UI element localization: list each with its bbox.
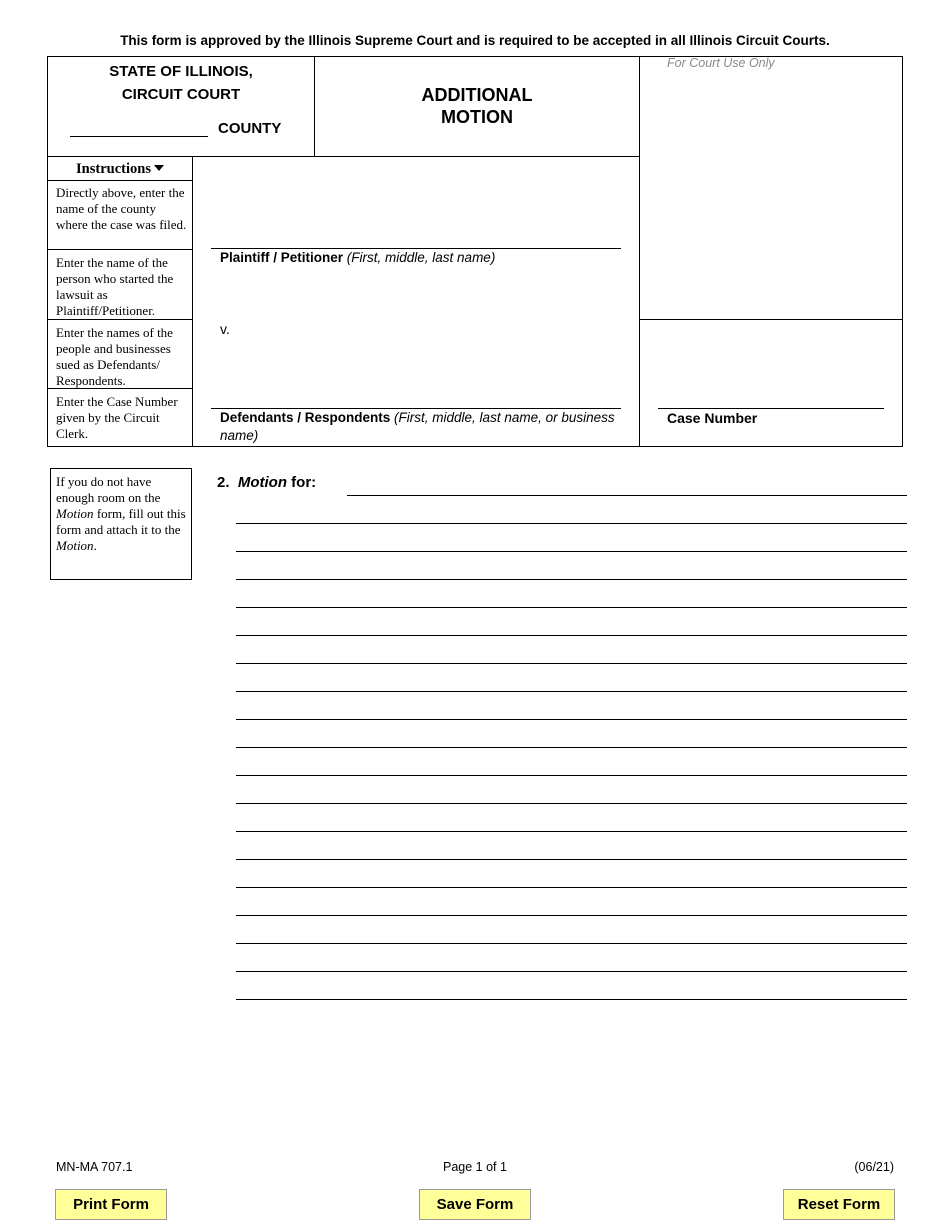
circuit-court-line: CIRCUIT COURT xyxy=(121,86,241,103)
note-text xyxy=(56,474,188,554)
motion-text-field[interactable] xyxy=(236,833,907,860)
header-bottom-rule xyxy=(47,156,640,157)
instructions-header-rule xyxy=(47,180,193,181)
county-label: COUNTY xyxy=(218,120,282,137)
defendant-label-bold: Defendants / Respondents xyxy=(220,410,391,425)
motion-number: 2. xyxy=(217,474,230,491)
form-title xyxy=(315,84,639,128)
page-number: Page 1 of 1 xyxy=(443,1160,507,1174)
motion-text-field[interactable] xyxy=(236,609,907,636)
frame-right-border xyxy=(902,56,903,447)
motion-text-field[interactable] xyxy=(236,553,907,580)
instruction-defendants: Enter the names of the people and businesses sued as Defendants/ Respondents. xyxy=(56,325,173,388)
motion-text-field[interactable] xyxy=(236,805,907,832)
reset-form-button[interactable]: Reset Form xyxy=(783,1189,895,1220)
court-use-label: For Court Use Only xyxy=(667,56,775,70)
county-field[interactable] xyxy=(70,119,208,137)
revision-date: (06/21) xyxy=(854,1160,894,1174)
plaintiff-name-field[interactable] xyxy=(211,221,621,249)
plaintiff-label-hint: (First, middle, last name) xyxy=(346,250,496,265)
plaintiff-label xyxy=(220,250,495,265)
motion-text-field[interactable] xyxy=(236,665,907,692)
note-text-part: form, fill out this form and attach it to the xyxy=(56,506,186,537)
form-title-line1: ADDITIONAL xyxy=(421,85,533,105)
note-text-italic: Motion xyxy=(56,538,94,553)
instruction-plaintiff: Enter the name of the person who started the lawsuit as Plaintiff/Petitioner. xyxy=(56,255,174,318)
note-text-italic: Motion xyxy=(56,506,94,521)
save-form-button[interactable]: Save Form xyxy=(419,1189,531,1220)
motion-text-field[interactable] xyxy=(236,861,907,888)
motion-text-field[interactable] xyxy=(236,917,907,944)
motion-text-field[interactable] xyxy=(236,637,907,664)
motion-text-field[interactable] xyxy=(236,693,907,720)
print-form-button[interactable]: Print Form xyxy=(55,1189,167,1220)
instructions-header-label: Instructions xyxy=(76,161,151,177)
motion-text-field[interactable] xyxy=(236,497,907,524)
motion-label xyxy=(217,474,316,491)
motion-text-field[interactable] xyxy=(236,721,907,748)
instruction-case-number: Enter the Case Number given by the Circuit Clerk. xyxy=(56,394,178,441)
motion-text-field[interactable] xyxy=(236,973,907,1000)
motion-text-field[interactable] xyxy=(236,945,907,972)
motion-text-field[interactable] xyxy=(347,476,907,496)
motion-text-field[interactable] xyxy=(236,889,907,916)
motion-label-italic: Motion xyxy=(237,474,288,491)
form-code: MN-MA 707.1 xyxy=(56,1160,133,1174)
court-column-divider xyxy=(639,56,640,447)
chevron-down-icon xyxy=(154,165,164,171)
court-use-bottom-rule xyxy=(639,319,903,320)
motion-text-field[interactable] xyxy=(236,525,907,552)
defendant-name-field[interactable] xyxy=(211,381,621,409)
instruction-county: Directly above, enter the name of the county where the case was filed. xyxy=(56,185,187,232)
frame-bottom-border xyxy=(47,446,903,447)
instructions-rule xyxy=(47,249,193,250)
plaintiff-label-bold: Plaintiff / Petitioner xyxy=(220,250,344,265)
motion-text-field[interactable] xyxy=(236,581,907,608)
instructions-divider xyxy=(192,156,193,447)
form-title-line2: MOTION xyxy=(441,107,513,127)
versus-label: v. xyxy=(220,321,230,337)
note-text-part: If you do not have enough room on the xyxy=(56,474,161,505)
motion-label-rest: for: xyxy=(287,474,317,491)
case-number-label: Case Number xyxy=(667,410,758,426)
state-line: STATE OF ILLINOIS, xyxy=(109,63,253,80)
state-court-title xyxy=(48,60,314,106)
defendant-label-hint: (First, middle, last name, or business name) xyxy=(220,410,615,443)
motion-text-field[interactable] xyxy=(236,777,907,804)
instructions-header xyxy=(48,161,192,178)
approval-notice: This form is approved by the Illinois Supreme Court and is required to be accepted in all Illinois Circuit Courts. xyxy=(120,33,830,48)
defendant-label xyxy=(220,409,620,445)
instructions-rule xyxy=(47,319,193,320)
case-number-field[interactable] xyxy=(658,390,884,409)
motion-text-field[interactable] xyxy=(236,749,907,776)
note-text-part: . xyxy=(93,538,97,553)
